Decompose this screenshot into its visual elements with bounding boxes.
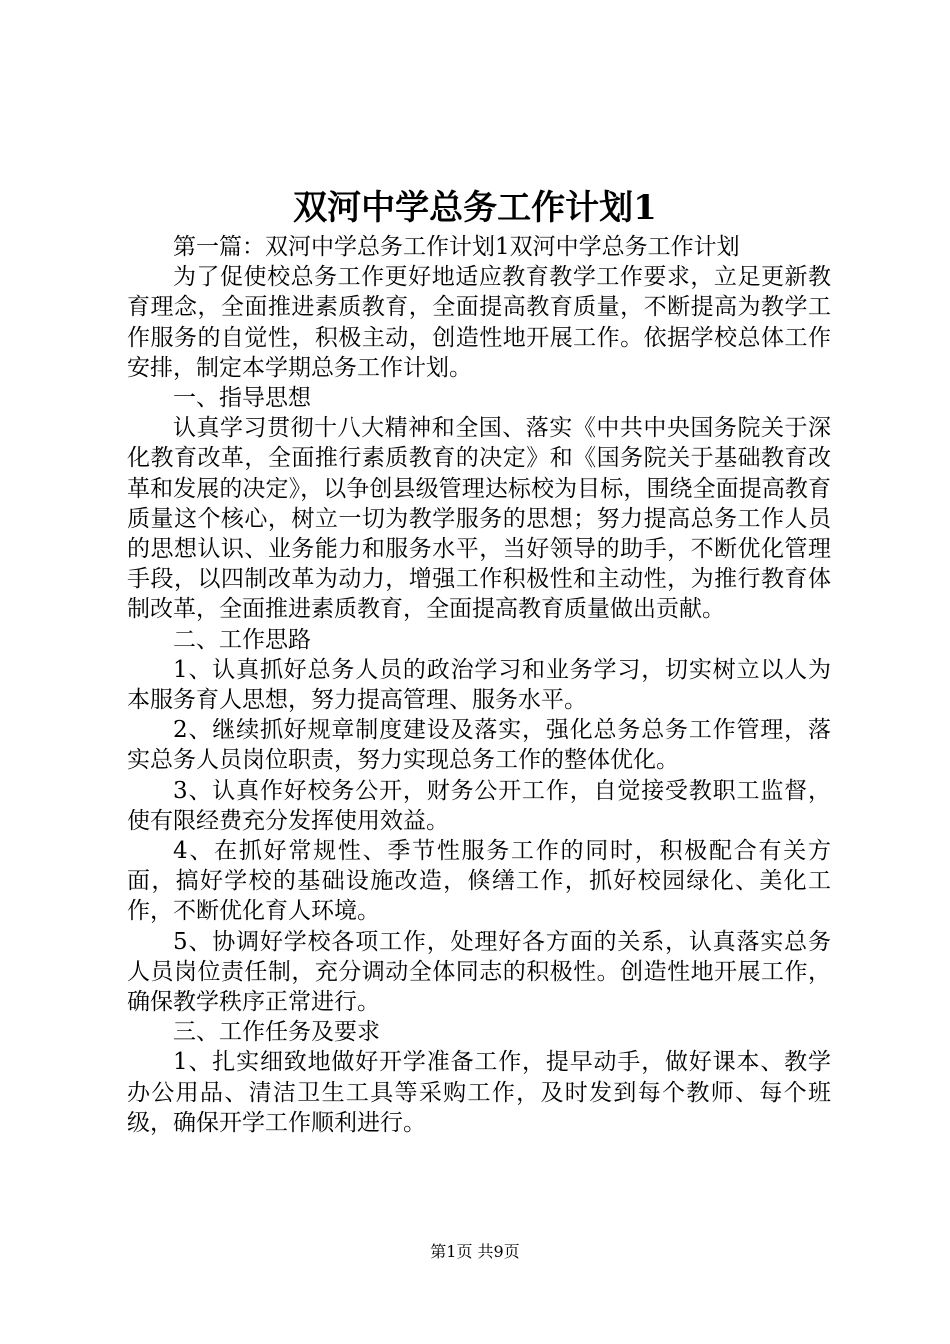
section-heading: 一、指导思想: [173, 385, 311, 412]
list-item: 1、扎实细致地做好开学准备工作，提早动手，做好课本、教学办公用品、清洁卫生工具等采购工作，及时发到每个教师、每个班级，确保开学工作顺利进行。: [127, 1049, 831, 1136]
list-item: 4、在抓好常规性、季节性服务工作的同时，积极配合有关方面，搞好学校的基础设施改造，倏缮工作，抓好校园绿化、美化工作，不断优化育人环境。: [127, 838, 831, 925]
section-heading: 二、工作思路: [173, 626, 311, 653]
document-body: [127, 232, 831, 1138]
page-number: 第1页 共9页: [430, 1242, 520, 1261]
body-paragraph: 认真学习贯彻十八大精神和全国、落实《中共中央国务院关于深化教育改革，全面推行素质教育的决定》和《国务院关于基础教育改革和发展的决定》，以争创县级管理达标校为目标，围绕全面提高教育质量这个核心，树立一切为教学服务的思想；努力提高总务工作人员的思想认识、业务能力和服务水平，当好领导的助手，不断优化管理手段，以四制改革为动力，增强工作积极性和主动性，为推行教育体制改革，全面推进素质教育，全面提高教育质量做出贡献。: [127, 415, 831, 623]
list-item: 5、协调好学校各项工作，处理好各方面的关系，认真落实总务人员岗位责任制，充分调动全体同志的积极性。创造性地开展工作，确保教学秩序正常进行。: [127, 928, 831, 1016]
section-heading: 三、工作任务及要求: [173, 1019, 380, 1046]
list-item: 1、认真抓好总务人员的政治学习和业务学习，切实树立以人为本服务育人思想，努力提高管理、服务水平。: [127, 656, 831, 714]
body-paragraph: 为了促使校总务工作更好地适应教育教学工作要求，立足更新教育理念，全面推进素质教育，全面提高教育质量，不断提高为教学工作服务的自觉性，积极主动，创造性地开展工作。依据学校总体工作安排，制定本学期总务工作计划。: [127, 264, 831, 381]
list-item: 2、继续抓好规章制度建设及落实，强化总务总务工作管理，落实总务人员岗位职责，努力实现总务工作的整体优化。: [127, 717, 831, 774]
list-item: 3、认真作好校务公开，财务公开工作，自觉接受教职工监督，使有限经费充分发挥使用效益。: [127, 777, 831, 834]
body-paragraph: 第一篇：双河中学总务工作计划1双河中学总务工作计划: [173, 234, 740, 260]
document-title: 双河中学总务工作计划1: [293, 188, 657, 228]
